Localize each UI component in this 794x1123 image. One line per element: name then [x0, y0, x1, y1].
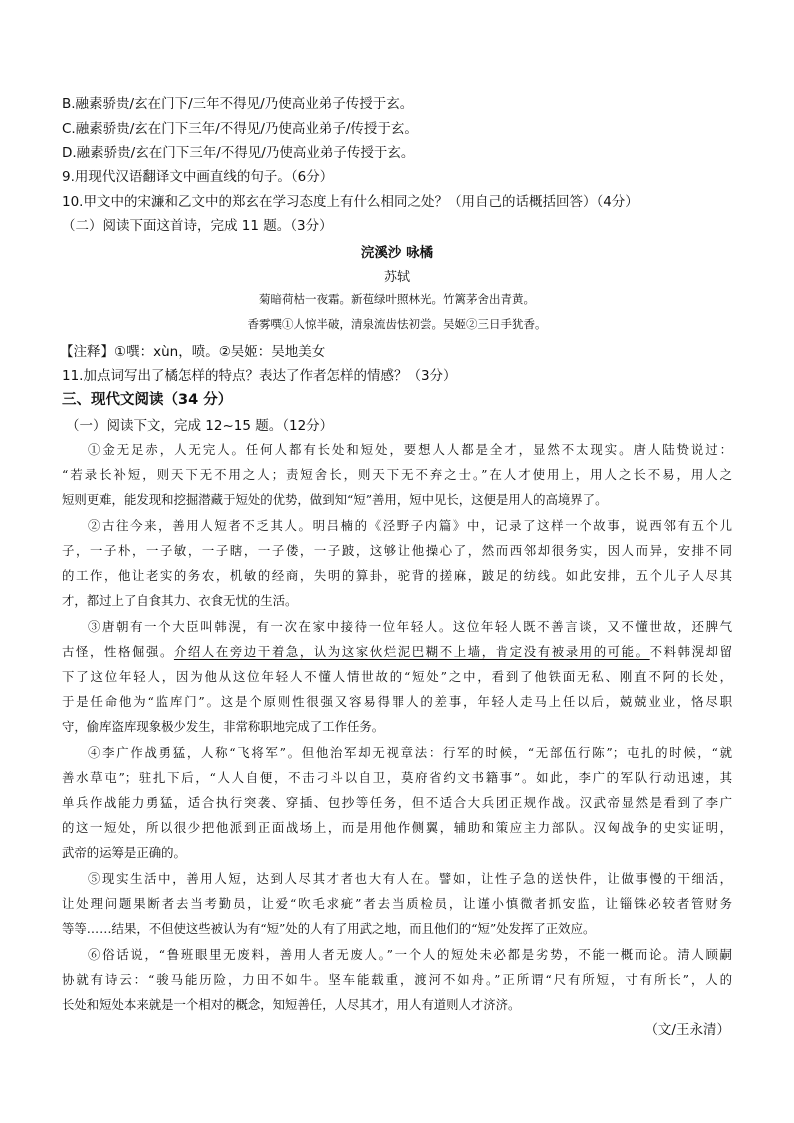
poem-line-2: 香雾噀①人惊半破，清泉流齿怯初尝。吴姬②三日手犹香。: [247, 317, 547, 331]
underlined-sentence: 介绍人在旁边干着急，认为这家伙烂泥巴糊不上墙，肯定没有被录用的可能。: [173, 644, 650, 659]
paragraph-2-line-4: 才，都过上了自食其力、衣食无忧的生活。: [62, 593, 298, 608]
paragraph-4-line-5: 武帝的运筹是正确的。: [62, 845, 186, 860]
paragraph-6-line-3: 长处和短处本来就是一个相对的概念，知短善任，人尽其才，用人有道则人才济济。: [62, 997, 521, 1012]
poem-note: 【注释】①噀：xùn，喷。②吴姬：吴地美女: [60, 344, 326, 360]
question-11: 11.加点词写出了橘怎样的特点？表达了作者怎样的情感？（3分）: [62, 368, 457, 384]
option-c: C.融素骄贵/玄在门下三年/不得见/乃使高业弟子/传授于玄。: [62, 121, 418, 137]
paragraph-3-line-3: 下了这位年轻人，因为他从这位年轻人不懂人情世故的“短处”之中，看到了他铁面无私、刚直不阿的长处，: [62, 669, 732, 684]
poem-author: 苏轼: [383, 270, 410, 285]
paragraph-4-line-2: 善水草屯”；驻扎下后，“人人自便，不击刁斗以自卫，莫府省约文书籍事”。如此，李广的军队行动迅速，其: [62, 770, 732, 785]
paragraph-2-line-1: ②古往今来，善用人短者不乏其人。明吕楠的《泾野子内篇》中，记录了这样一个故事，说西邻有五个儿: [88, 518, 732, 533]
poem-line-1: 菊暗荷枯一夜霜。新苞绿叶照林光。竹篱茅舍出青黄。: [259, 292, 535, 306]
paragraph-3-text-c: 不料韩滉却留: [649, 644, 733, 659]
section-intro: （一）阅读下文，完成 12~15 题。（12分）: [66, 418, 334, 434]
paragraph-4-line-3: 单兵作战能力勇猛，适合执行突袭、穿插、包抄等任务，但不适合大兵团正规作战。汉武帝显然是看到了李广: [62, 795, 732, 810]
question-10: 10.甲文中的宋濂和乙文中的郑玄在学习态度上有什么相同之处？（用自己的话概括回答）（4分）: [62, 194, 639, 210]
paragraph-1-line-2: “若录长补短，则天下无不用之人；责短舍长，则天下无不弃之士。”在人才使用上，用人之长不易，用人之: [62, 467, 732, 482]
paragraph-6-line-1: ⑥俗话说，“鲁班眼里无废料，善用人者无废人。”一个人的短处未必都是劣势，不能一概而论。清人顾嗣: [88, 947, 732, 962]
paragraph-2-line-2: 子，一子朴，一子敏，一子瞎，一子偻，一子跛，这够让他操心了，然而西邻却很务实，因人而异，安排不同: [62, 543, 732, 558]
paragraph-5-line-1: ⑤现实生活中，善用人短，达到人尽其才者也大有人在。譬如，让性子急的送快件，让做事慢的干细活，: [88, 871, 732, 886]
option-b: B.融素骄贵/玄在门下/三年不得见/乃使高业弟子传授于玄。: [62, 96, 414, 112]
paragraph-3-line-5: 守，偷库盗库现象极少发生，非常称职地完成了工作任务。: [62, 719, 385, 734]
paragraph-3-line-4: 于是任命他为“监库门”。这是个原则性很强又容易得罪人的差事，年轻人走马上任以后，兢兢业业，恪尽职: [62, 694, 732, 709]
poem-title: 浣溪沙 咏橘: [360, 245, 434, 261]
paragraph-6-line-2: 协就有诗云：“骏马能历险，力田不如牛。坚车能载重，渡河不如舟。”正所谓“尺有所短，寸有所长”，人的: [62, 972, 732, 987]
section-heading: 三、现代文阅读（34 分）: [62, 392, 233, 408]
paragraph-4-line-4: 的这一短处，所以很少把他派到正面战场上，而是用他作侧翼，辅助和策应主力部队。汉匈战争的史实证明，: [62, 820, 732, 835]
paragraph-1-line-1: ①金无足赤，人无完人。任何人都有长处和短处，要想人人都是全才，显然不太现实。唐人陆贽说过：: [88, 442, 732, 457]
paragraph-4-line-1: ④李广作战勇猛，人称“飞将军”。但他治军却无视章法：行军的时候，“无部伍行陈”；屯扎的时候，“就: [88, 745, 732, 760]
paragraph-3-text-a: 古怪，性格倔强。: [62, 644, 174, 659]
paragraph-5-line-2: 让处理问题果断者去当考勤员，让爱“吹毛求疵”者去当质检员，让谨小慎微者抓安监，让锱铢必较者管财务: [62, 896, 732, 911]
article-source: （文/王永清）: [644, 1022, 730, 1038]
option-d: D.融素骄贵/玄在门下三年/不得见/乃使高业弟子传授于玄。: [62, 145, 415, 161]
paragraph-2-line-3: 的工作，他让老实的务农，机敏的经商，失明的算卦，驼背的搓麻，跛足的纺线。如此安排，五个儿子人尽其: [62, 568, 732, 583]
part2-intro: （二）阅读下面这首诗，完成 11 题。（3分）: [62, 218, 333, 234]
paragraph-3-line-2: [62, 642, 732, 660]
question-9: 9.用现代汉语翻译文中画直线的句子。（6分）: [62, 169, 334, 185]
paragraph-1-line-3: 短则更难，能发现和挖掘潜藏于短处的优势，做到知“短”善用，短中见长，这便是用人的高境界了。: [62, 492, 608, 507]
paragraph-3-line-1: ③唐朝有一个大臣叫韩滉，有一次在家中接待一位年轻人。这位年轻人既不善言谈，又不懂世故，还脾气: [88, 619, 732, 634]
paragraph-5-line-3: 等等……结果，不但使这些被认为有“短”处的人有了用武之地，而且他们的“短”处发挥了正效应。: [62, 921, 596, 936]
